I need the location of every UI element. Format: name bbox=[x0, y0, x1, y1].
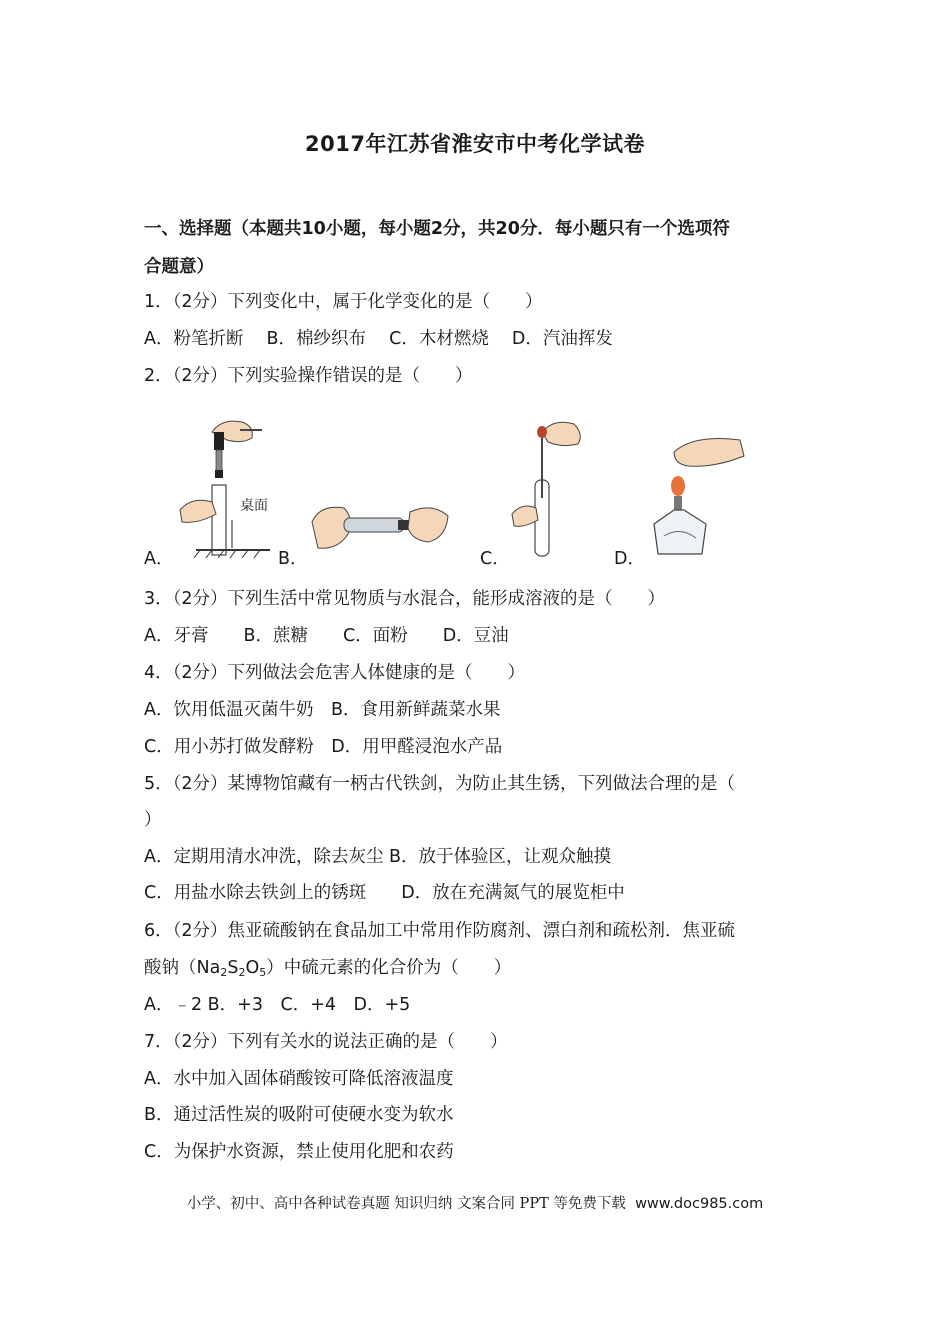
section-heading: 一、选择题（本题共10小题，每小题2分，共20分．每小题只有一个选项符 bbox=[144, 219, 730, 239]
question-2-label-c: C． bbox=[480, 549, 510, 569]
question-5-stem: 5．（2分）某博物馆藏有一柄古代铁剑，为防止其生锈，下列做法合理的是（ bbox=[144, 774, 736, 794]
question-7-option-a: A．水中加入固体硝酸铵可降低溶液温度 bbox=[144, 1069, 454, 1089]
question-4-stem: 4．（2分）下列做法会危害人体健康的是（ ） bbox=[144, 663, 526, 683]
footer-text: 小学、初中、高中各种试卷真题 知识归纳 文案合同 PPT 等免费下载 bbox=[186, 1196, 626, 1212]
question-5-stem-cont: ） bbox=[144, 810, 162, 830]
question-5-options-ab: A．定期用清水冲洗，除去灰尘 B．放于体验区，让观众触摸 bbox=[144, 847, 612, 867]
figure-b-hands-inserting-stopper bbox=[308, 494, 453, 558]
question-1-options: A．粉笔折断 B．棉纱织布 C．木材燃烧 D．汽油挥发 bbox=[144, 329, 613, 349]
question-2-label-b: B． bbox=[278, 549, 308, 569]
question-1-stem: 1．（2分）下列变化中，属于化学变化的是（ ） bbox=[144, 292, 543, 312]
figure-d-lighting-alcohol-lamp bbox=[644, 430, 754, 560]
page-title: 2017年江苏省淮安市中考化学试卷 bbox=[305, 132, 645, 156]
question-2-label-d: D． bbox=[614, 549, 645, 569]
footer-url[interactable]: www.doc985.com bbox=[635, 1196, 764, 1212]
question-2-stem: 2．（2分）下列实验操作错误的是（ ） bbox=[144, 366, 473, 386]
question-3-stem: 3．（2分）下列生活中常见物质与水混合，能形成溶液的是（ ） bbox=[144, 589, 666, 609]
question-2-label-a: A． bbox=[144, 549, 174, 569]
figure-a-desk-label: 桌面 bbox=[240, 498, 268, 514]
question-6-options: A．﹣2 B．+3 C．+4 D．+5 bbox=[144, 995, 411, 1015]
question-7-stem: 7．（2分）下列有关水的说法正确的是（ ） bbox=[144, 1032, 508, 1052]
question-4-options-cd: C．用小苏打做发酵粉 D．用甲醛浸泡水产品 bbox=[144, 737, 503, 757]
question-4-options-ab: A．饮用低温灭菌牛奶 B．食用新鲜蔬菜水果 bbox=[144, 700, 501, 720]
figure-c-dropper-into-tube bbox=[508, 418, 588, 560]
page-footer bbox=[0, 1192, 950, 1213]
question-7-option-b: B．通过活性炭的吸附可使硬水变为软水 bbox=[144, 1105, 454, 1125]
question-5-options-cd: C．用盐水除去铁剑上的锈斑 D．放在充满氮气的展览柜中 bbox=[144, 883, 625, 903]
question-3-options: A．牙膏 B．蔗糖 C．面粉 D．豆油 bbox=[144, 626, 509, 646]
question-6-stem-cont: 酸钠$(Na_2S_2O_5)$中硫元素的化合价为（ ） bbox=[144, 958, 512, 979]
figure-a-dropper-above-tube bbox=[172, 410, 282, 560]
question-7-option-c: C．为保护水资源，禁止使用化肥和农药 bbox=[144, 1142, 454, 1162]
question-6-stem: 6．（2分）焦亚硫酸钠在食品加工中常用作防腐剂、漂白剂和疏松剂．焦亚硫 bbox=[144, 921, 736, 941]
section-heading-cont: 合题意） bbox=[144, 257, 214, 277]
